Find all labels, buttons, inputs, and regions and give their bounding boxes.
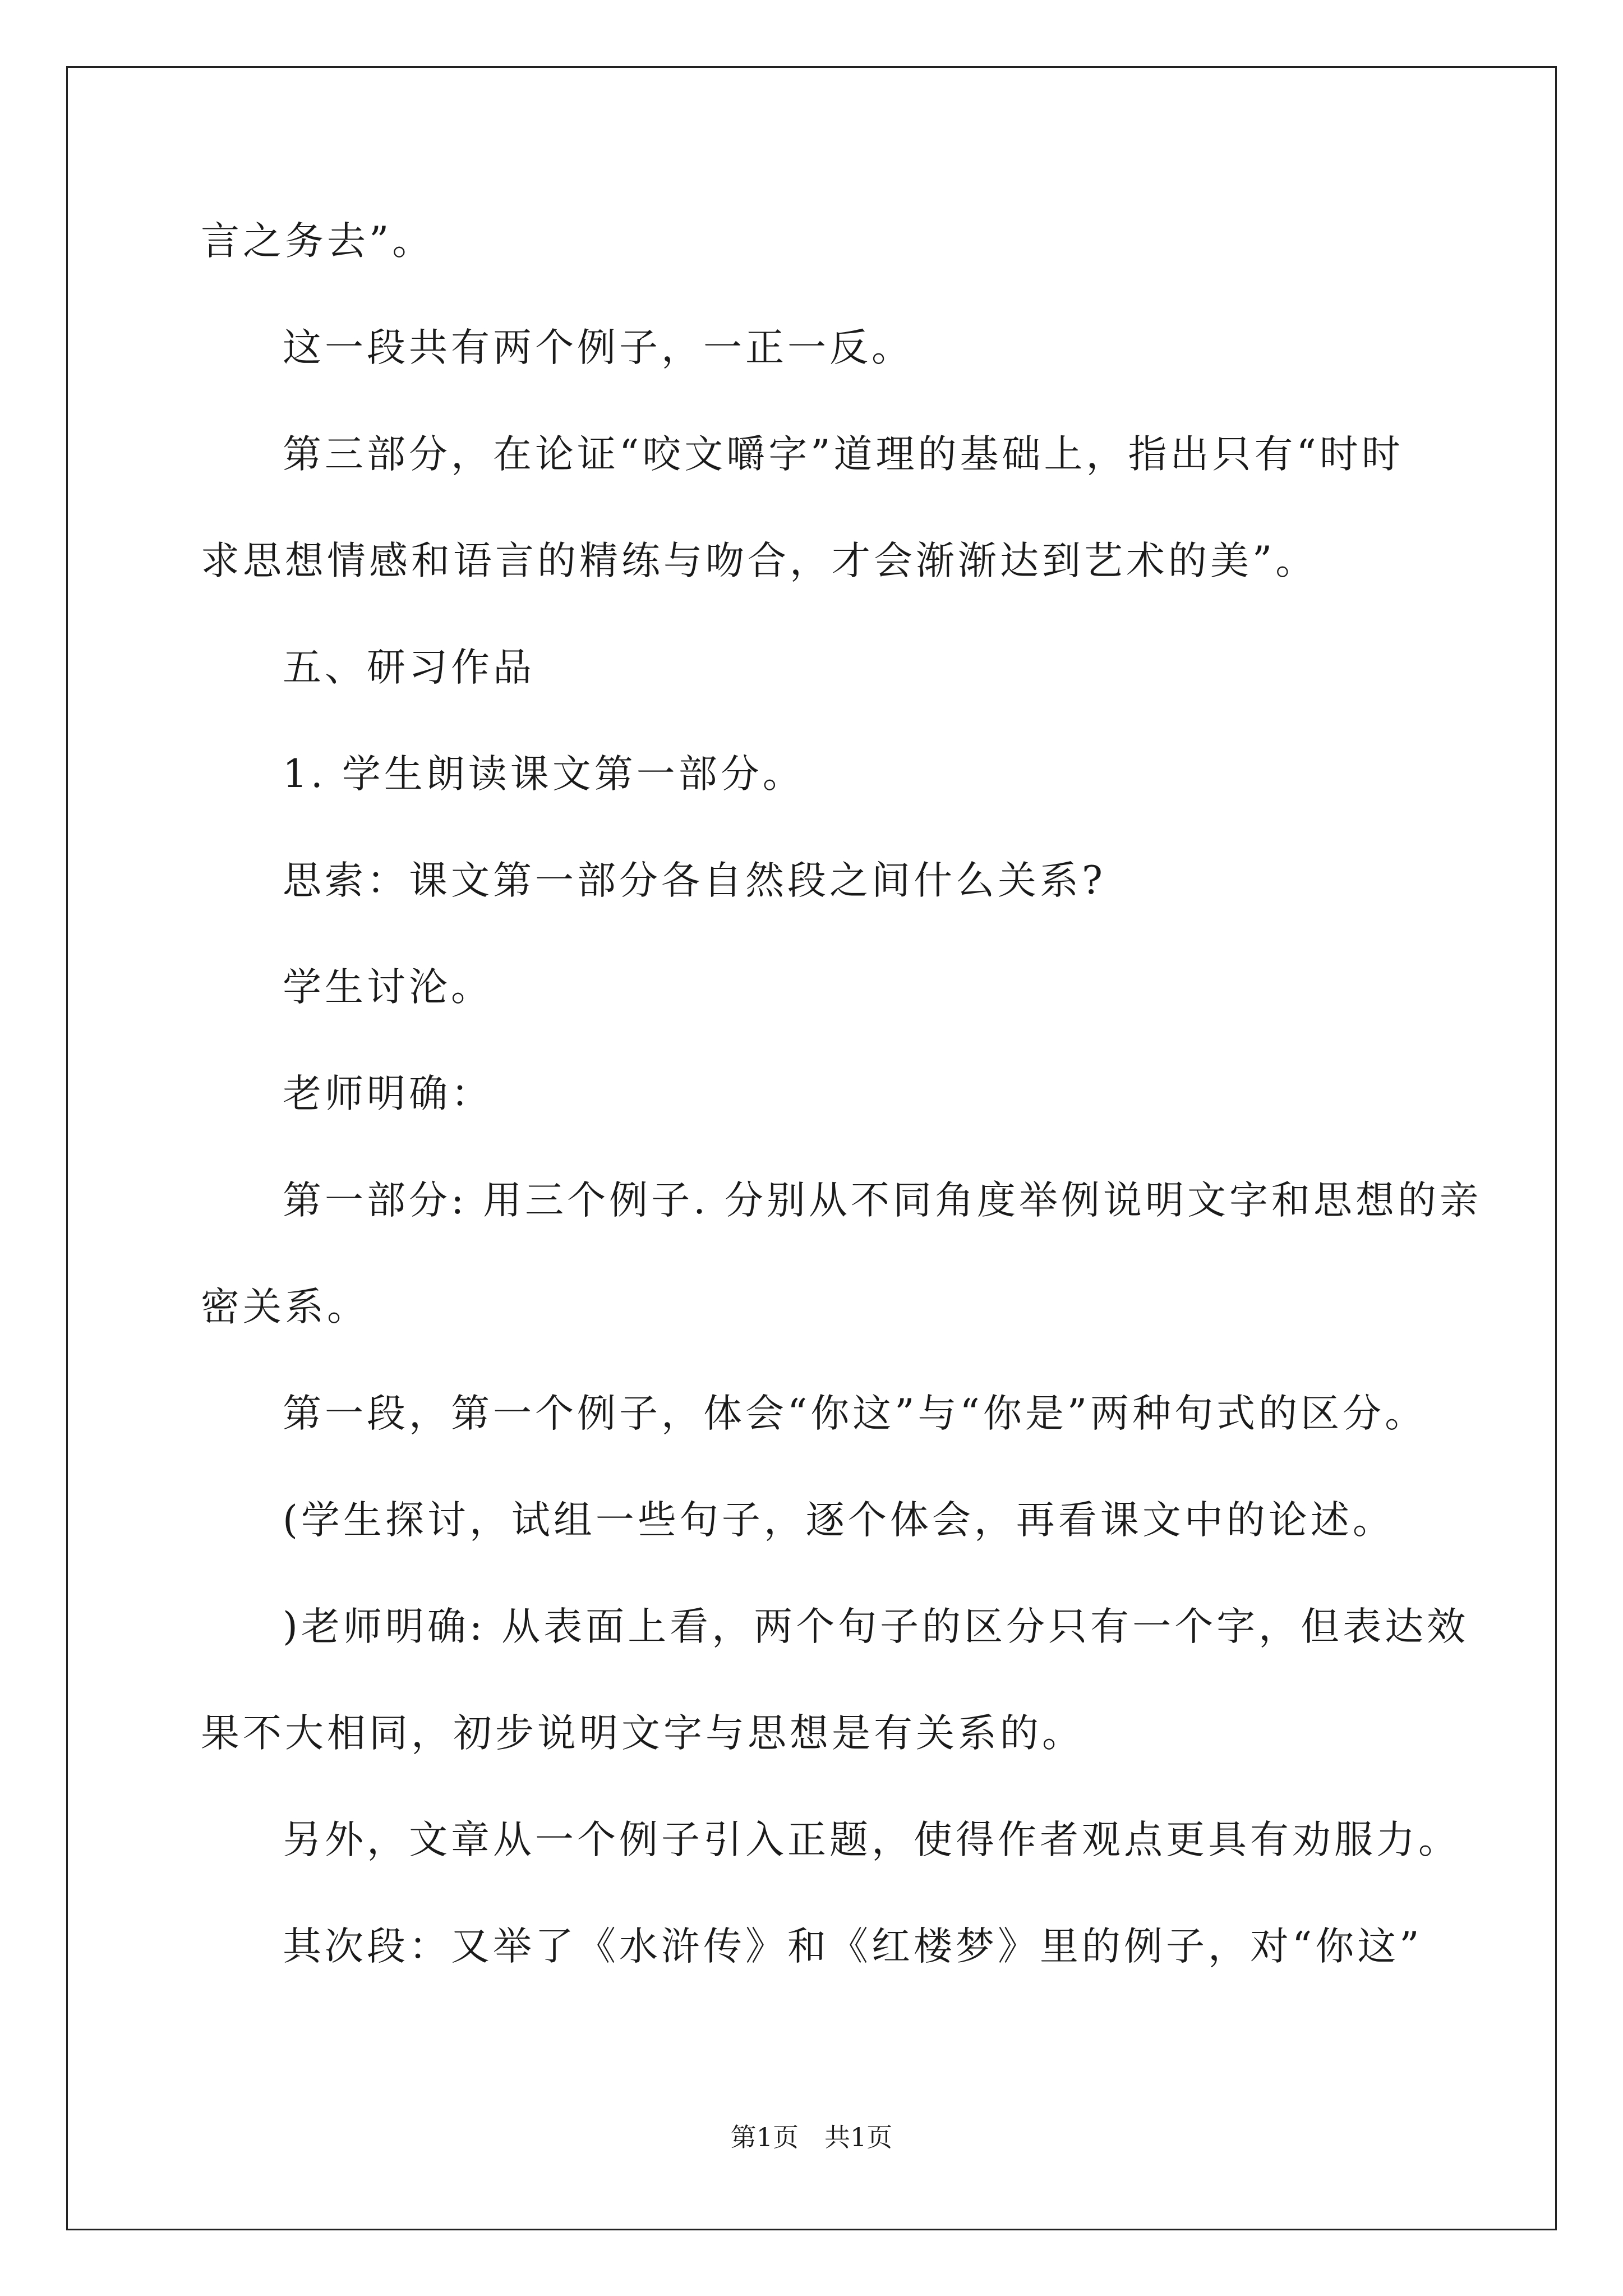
text-line: 第一部分: 用三个例子. 分别从不同角度举例说明文字和思想的亲 <box>283 1178 1482 1223</box>
text-line: 言之务去”。 <box>201 219 435 264</box>
text-line: (学生探讨，试组一些句子，逐个体会，再看课文中的论述。 <box>283 1498 1395 1543</box>
text-line: 这一段共有两个例子，一正一反。 <box>283 325 914 370</box>
page-footer: 第1页 共1页 <box>730 2122 893 2152</box>
text-line: 另外，文章从一个例子引入正题，使得作者观点更具有劝服力。 <box>283 1818 1460 1862</box>
text-line: 其次段：又举了《水浒传》和《红楼梦》里的例子，对“你这” <box>283 1924 1423 1969</box>
text-line: 求思想情感和语言的精练与吻合，才会渐渐达到艺术的美”。 <box>201 539 1318 583</box>
text-line: 密关系。 <box>201 1285 369 1329</box>
text-line: 果不大相同，初步说明文字与思想是有关系的。 <box>201 1711 1084 1756</box>
text-line: 老师明确： <box>283 1071 493 1116</box>
text-line: 第三部分，在论证“咬文嚼字”道理的基础上，指出只有“时时 <box>283 432 1404 477</box>
text-line: 学生讨沦。 <box>283 965 493 1010</box>
text-line: 思索：课文第一部分各自然段之间什么关系? <box>283 858 1106 903</box>
text-line: 第一段，第一个例子，体会“你这”与“你是”两种句式的区分。 <box>283 1391 1427 1436</box>
text-line: 1. 学生朗读课文第一部分。 <box>283 752 805 797</box>
page-border <box>66 66 1557 2230</box>
section-heading: 五、研习作品 <box>283 645 535 690</box>
text-line: )老师明确: 从表面上看，两个句子的区分只有一个字，但表达效 <box>283 1604 1469 1649</box>
